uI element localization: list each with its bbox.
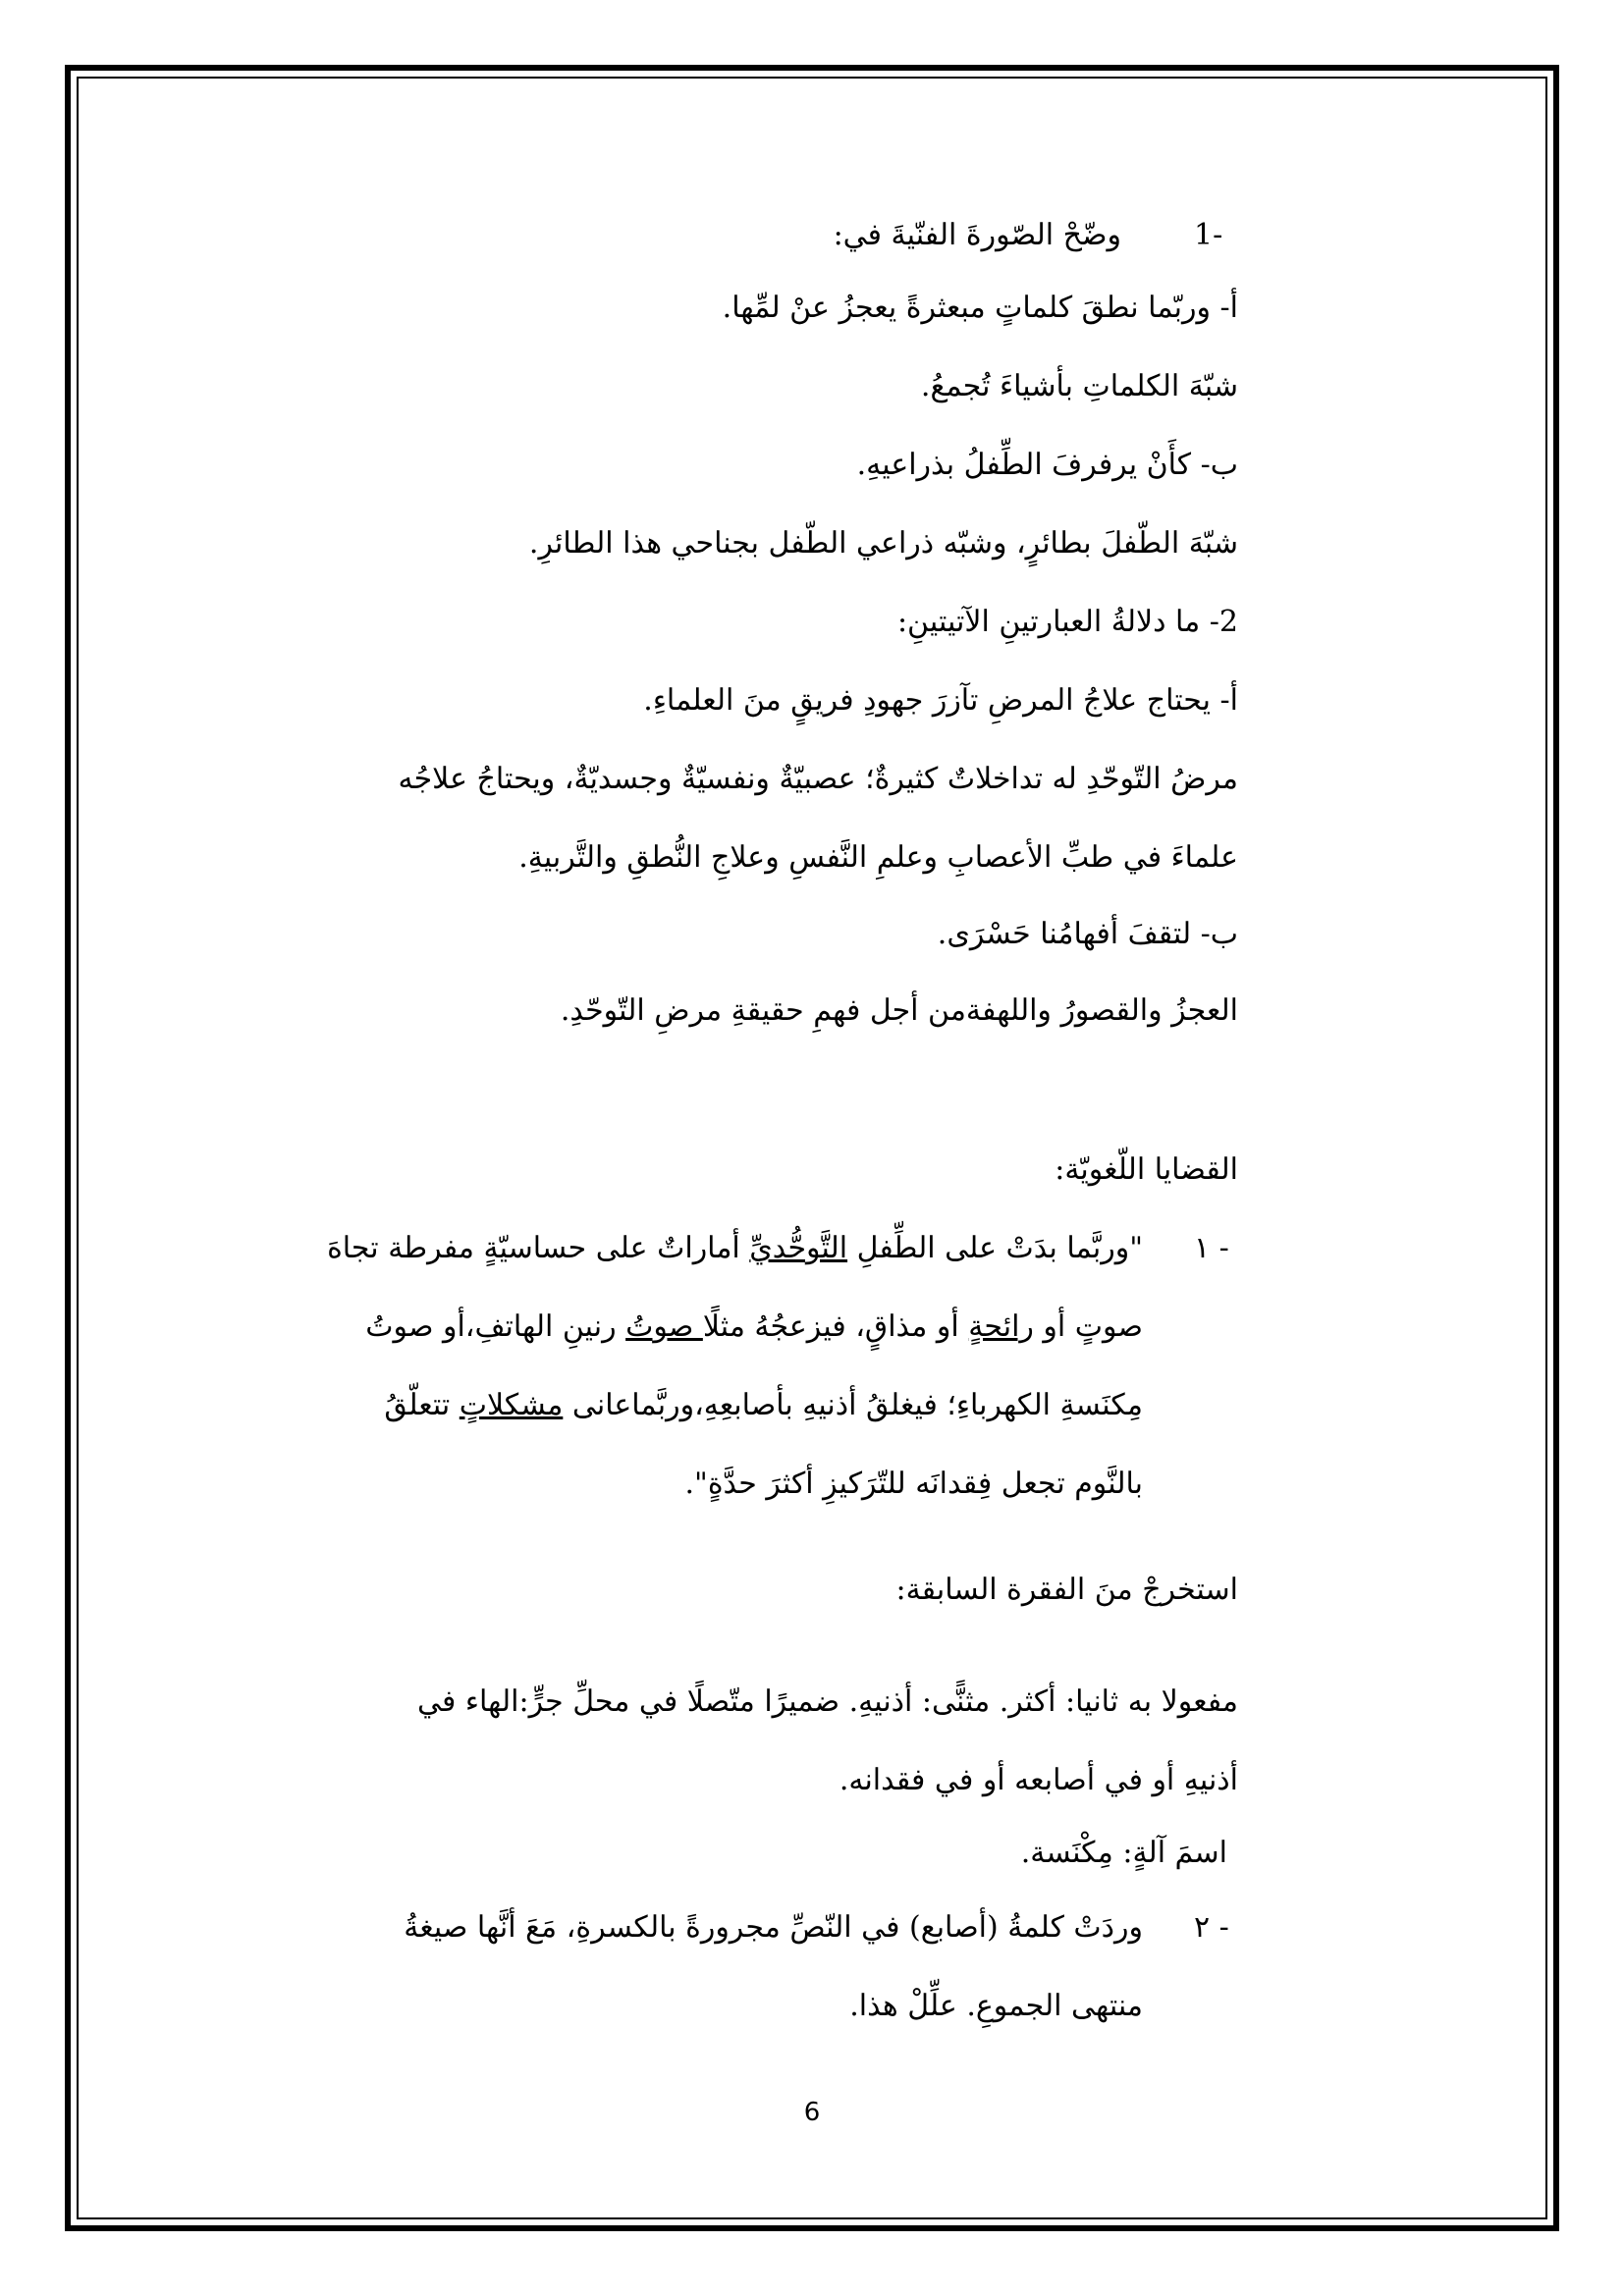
question-2a-answer-line-1: مرضُ التّوحّدِ له تداخلاتٌ كثيرةٌ؛ عصبيّةٌ ونفسيّةٌ وجسديّةٌ، ويحتاجُ علاجُه (398, 762, 1238, 796)
passage-line-3 (384, 1384, 1143, 1427)
question-1-number: 1- (1194, 218, 1223, 252)
underlined-word: مشكلاتٍ (459, 1388, 564, 1422)
question-1b-text: ب- كأَنْ يرفرفَ الطِّفلُ بذراعيهِ. (856, 448, 1238, 482)
question-1a-text: أ- وربّما نطقَ كلماتٍ مبعثرةً يعجزُ عنْ لمِّها. (722, 291, 1238, 325)
underlined-word: رائحةٍ (968, 1309, 1034, 1344)
item-2-number: ٢ - (1194, 1910, 1229, 1945)
section-title: القضايا اللّغويّة: (1055, 1152, 1238, 1187)
extract-answer-line-1: مفعولا به ثانيا: أكثر. مثنًّى: أذنيهِ. ضميرًا متّصلًا في محلِّ جرٍّ:الهاء في (417, 1684, 1238, 1719)
question-1a-answer: شبّهَ الكلماتِ بأشياءَ تُجمعُ. (920, 369, 1238, 403)
extract-title: استخرجْ منَ الفقرة السابقة: (895, 1573, 1238, 1607)
question-1-title: وضّحْ الصّورةَ الفنّيةَ في: (833, 218, 1121, 252)
passage-text: رنينِ الهاتفِ،أو صوتُ (365, 1309, 626, 1344)
question-2-title: 2- ما دلالةُ العبارتينِ الآتيتينِ: (896, 605, 1238, 639)
passage-line-1 (327, 1227, 1143, 1270)
passage-text: صوتٍ أو (1033, 1309, 1143, 1344)
question-2a-answer-line-2: علماءَ في طبِّ الأعصابِ وعلمِ النَّفسِ وعلاجِ النُّطقِ والتَّربيةِ. (518, 840, 1238, 875)
underlined-word: صوتُ (625, 1309, 703, 1344)
passage-line-2 (365, 1306, 1143, 1349)
passage-text: أو مذاقٍ، فيزعجُهُ مثلًا (702, 1309, 969, 1344)
passage-text: أماراتٌ على حساسيّةٍ مفرطة تجاهَ (327, 1231, 750, 1265)
page-number: 6 (803, 2098, 821, 2127)
question-2b-answer: العجزُ والقصورُ واللهفةمن أجل فهمِ حقيقةِ مرضِ التّوحّدِ. (560, 993, 1238, 1028)
extract-answer-line-3: اسمَ آلةٍ: مِكْنَسة. (1020, 1836, 1227, 1870)
underlined-word: التَّوحُّديِّ (749, 1231, 848, 1265)
passage-text: تتعلّقُ (384, 1388, 460, 1422)
passage-line-4: بالنَّوم تجعل فِقدانَه للتّرَكيزِ أكثرَ حدَّةٍ". (684, 1467, 1143, 1501)
extract-answer-line-2: أذنيهِ أو في أصابعه أو في فقدانه. (839, 1763, 1238, 1797)
item-2-text-line-2: منتهى الجموعِ. علِّلْ هذا. (849, 1989, 1143, 2023)
item-2-text-line-1: وردَتْ كلمةُ (أصابع) في النّصِّ مجرورةً بالكسرةِ، مَعَ أنَّها صيغةُ (404, 1910, 1143, 1945)
passage-text: "وربَّما بدَتْ على الطِّفلِ (847, 1231, 1143, 1265)
question-2b-text: ب- لتقفَ أفهامُنا حَسْرَى. (937, 917, 1238, 951)
question-2a-text: أ- يحتاج علاجُ المرضِ تآزرَ جهودِ فريقٍ منَ العلماءِ. (643, 683, 1238, 718)
item-1-number: ١ - (1194, 1231, 1229, 1265)
question-1b-answer: شبّهَ الطّفلَ بطائرٍ، وشبّه ذراعي الطّفل بجناحي هذا الطائرِ. (528, 526, 1238, 561)
page-border-inner (77, 77, 1547, 2219)
passage-text: مِكنَسةِ الكهرباءِ؛ فيغلقُ أذنيهِ بأصابعِهِ،وربَّماعانى (563, 1388, 1143, 1422)
